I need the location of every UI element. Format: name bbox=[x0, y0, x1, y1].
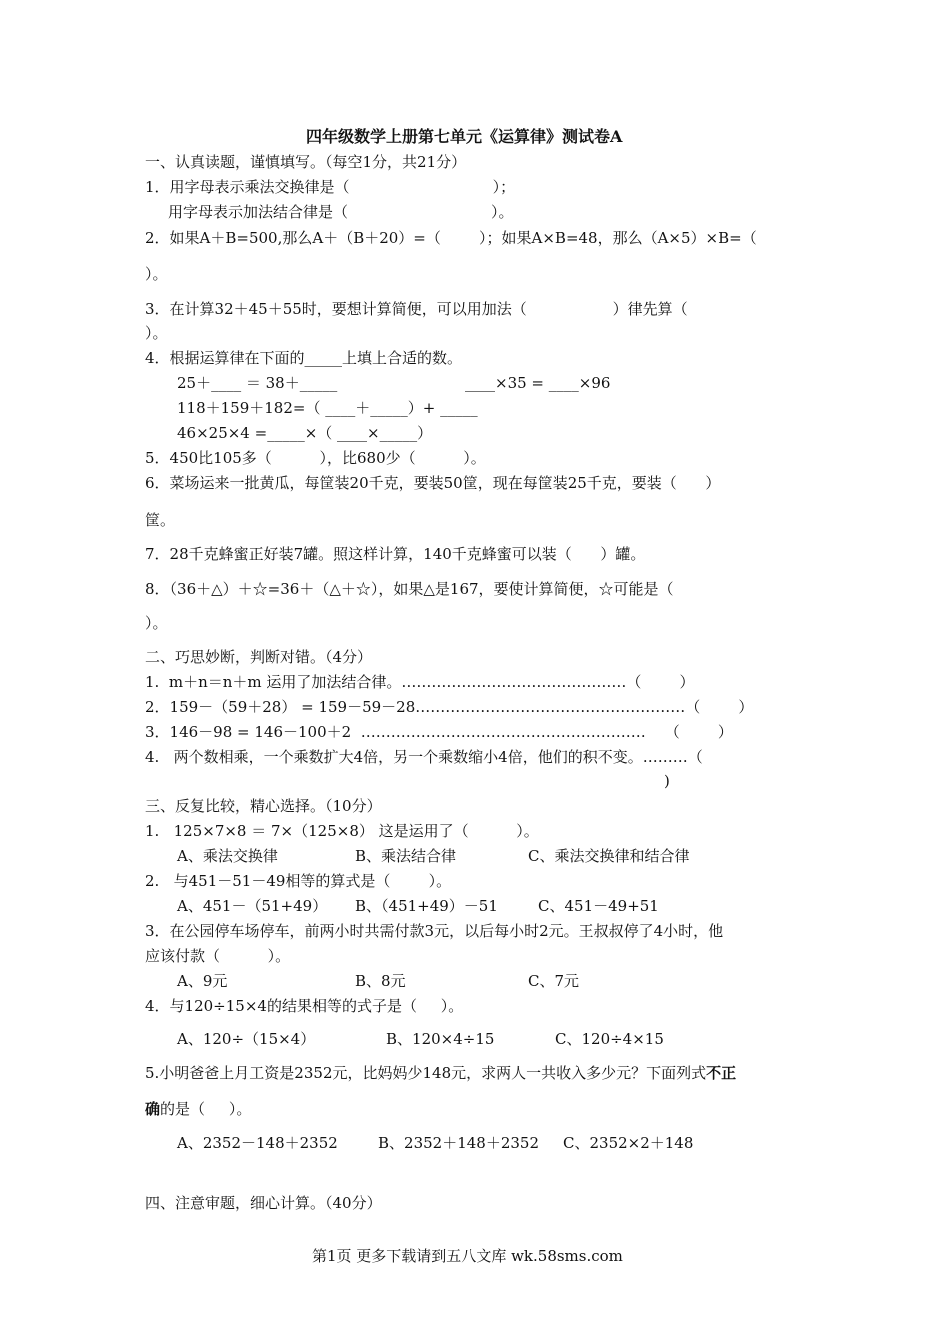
judge-3: 3．146－98 = 146－100＋2 ………………………………………………… （ ） bbox=[145, 723, 733, 741]
section4-heading: 四、注意审题，细心计算。（40分） bbox=[145, 1194, 382, 1212]
q8-line2: ）。 bbox=[145, 614, 168, 632]
choice-5-line2-text: 的是（ ）。 bbox=[160, 1100, 252, 1118]
judge-4-line1: 4. 两个数相乘，一个乘数扩大4倍，另一个乘数缩小4倍，他们的积不变。………（ bbox=[145, 748, 703, 766]
q4-row2: 118＋159＋182=（ ____＋_____）+ _____ bbox=[177, 399, 478, 417]
choice-1: 1. 125×7×8 ＝ 7×（125×8） 这是运用了（ ）。 bbox=[145, 822, 539, 840]
choice-5-line2 bbox=[145, 1100, 251, 1118]
q7: 7．28千克蜂蜜正好装7罐。照这样计算，140千克蜂蜜可以装（ ）罐。 bbox=[145, 545, 646, 563]
q2-line1: 2．如果A＋B=500,那么A＋（B＋20）=（ ）；如果A×B=48，那么（A×5）×B=（ bbox=[145, 229, 757, 247]
choice-5-emphasis: 不正 bbox=[706, 1064, 737, 1082]
q8-line1: 8．（36＋△）＋☆=36＋（△＋☆），如果△是167，要使计算简便，☆可能是（ bbox=[145, 580, 674, 598]
choice-1-option-c: C、乘法交换律和结合律 bbox=[528, 847, 690, 865]
choice-2: 2. 与451－51－49相等的算式是（ ）。 bbox=[145, 872, 452, 890]
choice-2-option-b: B、（451+49）－51 bbox=[355, 897, 498, 915]
choice-5-option-c: C、2352×2＋148 bbox=[563, 1134, 694, 1152]
q4-instruction: 4．根据运算律在下面的_____上填上合适的数。 bbox=[145, 349, 463, 367]
page-footer: 第1页 更多下载请到五八文库 wk.58sms.com bbox=[312, 1247, 623, 1265]
q1-line1: 1．用字母表示乘法交换律是（ ）； bbox=[145, 178, 516, 196]
q1-line2: 用字母表示加法结合律是（ ）。 bbox=[168, 203, 514, 221]
q4-row3: 46×25×4 =_____×（ ____×_____） bbox=[177, 424, 433, 442]
q3-line2: ）。 bbox=[145, 324, 168, 342]
q3-line1: 3．在计算32＋45＋55时，要想计算简便，可以用加法（ ）律先算（ bbox=[145, 300, 688, 318]
choice-3-line2: 应该付款（ ）。 bbox=[145, 947, 291, 965]
page-title: 四年级数学上册第七单元《运算律》测试卷A bbox=[306, 127, 623, 146]
choice-5-emphasis-2: 确 bbox=[145, 1100, 161, 1118]
choice-4: 4．与120÷15×4的结果相等的式子是（ ）。 bbox=[145, 997, 464, 1015]
q4-row1-left: 25＋____ ＝ 38＋_____ bbox=[177, 374, 338, 392]
q6-line1: 6．菜场运来一批黄瓜，每筐装20千克，要装50筐，现在每筐装25千克，要装（ ） bbox=[145, 474, 721, 492]
judge-2: 2．159－（59＋28） = 159－59－28………………………………………………（ ） bbox=[145, 698, 754, 716]
section2-heading: 二、巧思妙断，判断对错。（4分） bbox=[145, 648, 373, 666]
choice-4-option-b: B、120×4÷15 bbox=[386, 1030, 495, 1048]
section3-heading: 三、反复比较，精心选择。（10分） bbox=[145, 797, 382, 815]
choice-1-option-b: B、乘法结合律 bbox=[355, 847, 457, 865]
judge-1: 1. m＋n＝n＋m 运用了加法结合律。………………………………………（ ） bbox=[145, 673, 695, 691]
judge-4-line2: ) bbox=[664, 772, 670, 790]
q2-line2: ）。 bbox=[145, 265, 168, 283]
choice-3-option-a: A、9元 bbox=[177, 972, 228, 990]
q5: 5．450比105多（ ），比680少（ ）。 bbox=[145, 449, 486, 467]
choice-5-option-b: B、2352＋148＋2352 bbox=[378, 1134, 540, 1152]
choice-5-line1 bbox=[145, 1064, 736, 1082]
choice-1-option-a: A、乘法交换律 bbox=[177, 847, 278, 865]
q6-line2: 筐。 bbox=[145, 511, 176, 529]
choice-3-option-b: B、8元 bbox=[355, 972, 406, 990]
choice-4-option-c: C、120÷4×15 bbox=[555, 1030, 664, 1048]
choice-3-option-c: C、7元 bbox=[528, 972, 580, 990]
choice-5-option-a: A、2352－148＋2352 bbox=[177, 1134, 338, 1152]
choice-3-line1: 3．在公园停车场停车，前两小时共需付款3元，以后每小时2元。王叔叔停了4小时，他 bbox=[145, 922, 724, 940]
choice-5-line1-text: 5.小明爸爸上月工资是2352元，比妈妈少148元，求两人一共收入多少元？下面列式 bbox=[145, 1064, 707, 1082]
choice-4-option-a: A、120÷（15×4） bbox=[177, 1030, 316, 1048]
section1-heading: 一、认真读题，谨慎填写。（每空1分，共21分） bbox=[145, 153, 467, 171]
q4-row1-right: ____×35 = ____×96 bbox=[465, 374, 611, 392]
choice-2-option-c: C、451－49+51 bbox=[538, 897, 659, 915]
choice-2-option-a: A、451－（51+49） bbox=[177, 897, 328, 915]
